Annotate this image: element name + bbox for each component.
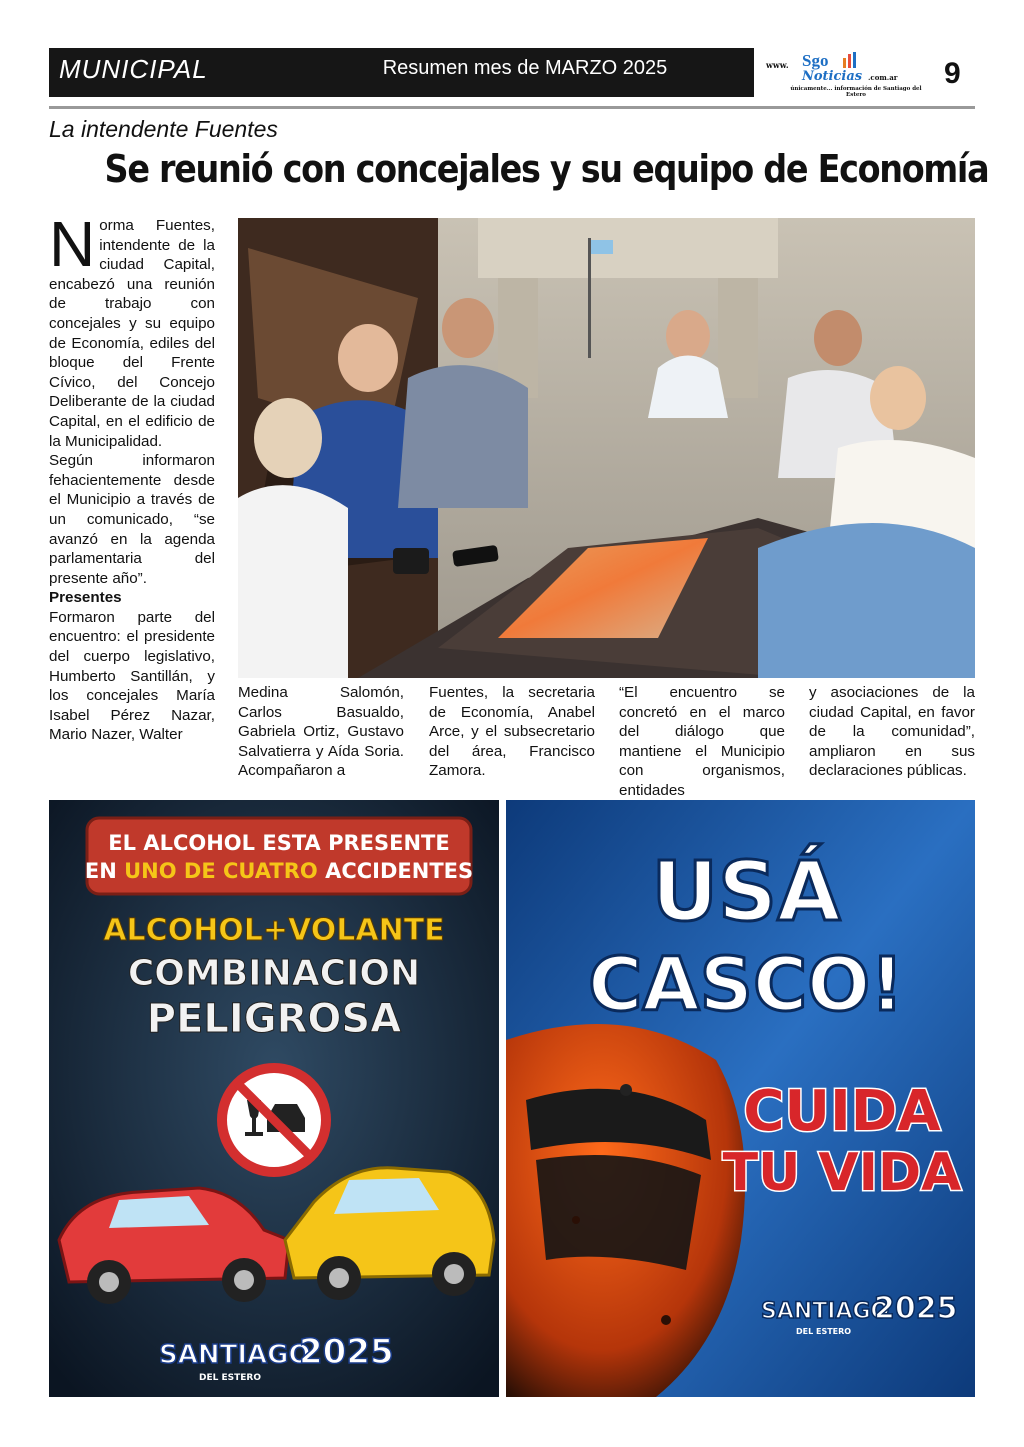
article-headline: Se reunió con concejales y su equipo de Economía <box>104 147 989 191</box>
brand-year: 2025 <box>299 1332 394 1372</box>
meeting-photo-illustration <box>238 218 975 678</box>
helmet-ad <box>506 800 975 1397</box>
logo-tagline: únicamente... información de Santiago del Estero <box>790 86 922 98</box>
banner-line-2 <box>85 859 473 883</box>
headline-alcohol-volante: ALCOHOL+VOLANTE <box>103 913 445 948</box>
brand-del-estero: DEL ESTERO <box>199 1373 261 1383</box>
article-column-2 <box>238 683 404 781</box>
slogan-cuida: CUIDA <box>743 1079 941 1144</box>
slogan-usa: USÁ <box>651 845 841 940</box>
banner-line-2-c: ACCIDENTES <box>317 859 474 883</box>
issue-subtitle: Resumen mes de MARZO 2025 <box>382 57 668 79</box>
slogan-casco: CASCO! <box>588 942 904 1028</box>
drop-cap: N <box>49 208 96 280</box>
article-column-5 <box>809 683 975 781</box>
page-number: 9 <box>944 57 961 90</box>
banner-line-2-a: EN <box>84 859 125 883</box>
column-2-text: Medina Salomón, Carlos Basualdo, Gabriela Ortiz, Gustavo Salvatierra y Aída Soria. Acompañaron a <box>238 684 404 780</box>
section-name: MUNICIPAL <box>59 54 208 84</box>
subhead-presentes: Presentes <box>49 589 122 607</box>
logo-noticias: Noticias <box>802 69 863 84</box>
headline-peligrosa: PELIGROSA <box>146 996 402 1042</box>
slogan-tu-vida: TU VIDA <box>722 1143 962 1203</box>
sgo-noticias-logo <box>762 50 934 96</box>
article-column-1 <box>49 208 215 745</box>
headline-combinacion: COMBINACION <box>127 953 421 994</box>
column-3-text: Fuentes, la secretaria de Economía, Anabel Arce, y el subsecretario del área, Francisco Zamora. <box>429 684 595 780</box>
paragraph-2: Según informaron fehacientemente desde el Municipio a través de un comunicado, “se avanzó en la agenda parlamentaria del presente año”. <box>49 452 215 587</box>
alcohol-ad <box>49 800 499 1397</box>
brand-year: 2025 <box>874 1291 958 1326</box>
brand-del-estero: DEL ESTERO <box>796 1327 852 1336</box>
banner-line-1: EL ALCOHOL ESTA PRESENTE <box>108 831 450 855</box>
header-rule <box>49 106 975 109</box>
column-5-text: y asociaciones de la ciudad Capital, en favor de la comunidad”, ampliaron en sus declaraciones públicas. <box>809 684 975 780</box>
no-drink-drive-icon <box>222 1068 326 1172</box>
lead-paragraph <box>49 208 215 451</box>
article-column-4 <box>619 683 785 801</box>
brand-santiago: SANTIAGO <box>159 1340 311 1370</box>
column-4-text: “El encuentro se concretó en el marco del diálogo que mantiene el Municipio con organismos, entidades <box>619 684 785 799</box>
article-kicker: La intendente Fuentes <box>49 116 278 142</box>
brand-santiago: SANTIAGO <box>761 1299 890 1324</box>
paragraph-3: Formaron parte del encuentro: el presidente del cuerpo legislativo, Humberto Santillán, y los concejales María Isabel Pérez Nazar, Mario Nazer, Walter <box>49 608 215 744</box>
lead-text: orma Fuentes, intendente de la ciudad Capital, encabezó una reunión de trabajo con concejales y su equipo de Economía, ediles del bloque del Frente Cívico, del Concejo Deliberante de la ciudad Capital, en el edificio de la Municipalidad. <box>49 217 215 450</box>
logo-www: www. <box>766 60 789 70</box>
logo-bars-icon <box>843 52 857 68</box>
banner-line-2-highlight: UNO DE CUATRO <box>124 859 318 883</box>
logo-domain: .com.ar <box>868 73 898 82</box>
alcohol-ad-artwork <box>49 800 499 1397</box>
article-column-3 <box>429 683 595 781</box>
logo-sgo: Sgo <box>802 51 829 70</box>
meeting-photo <box>238 218 975 678</box>
helmet-ad-artwork <box>506 800 975 1397</box>
